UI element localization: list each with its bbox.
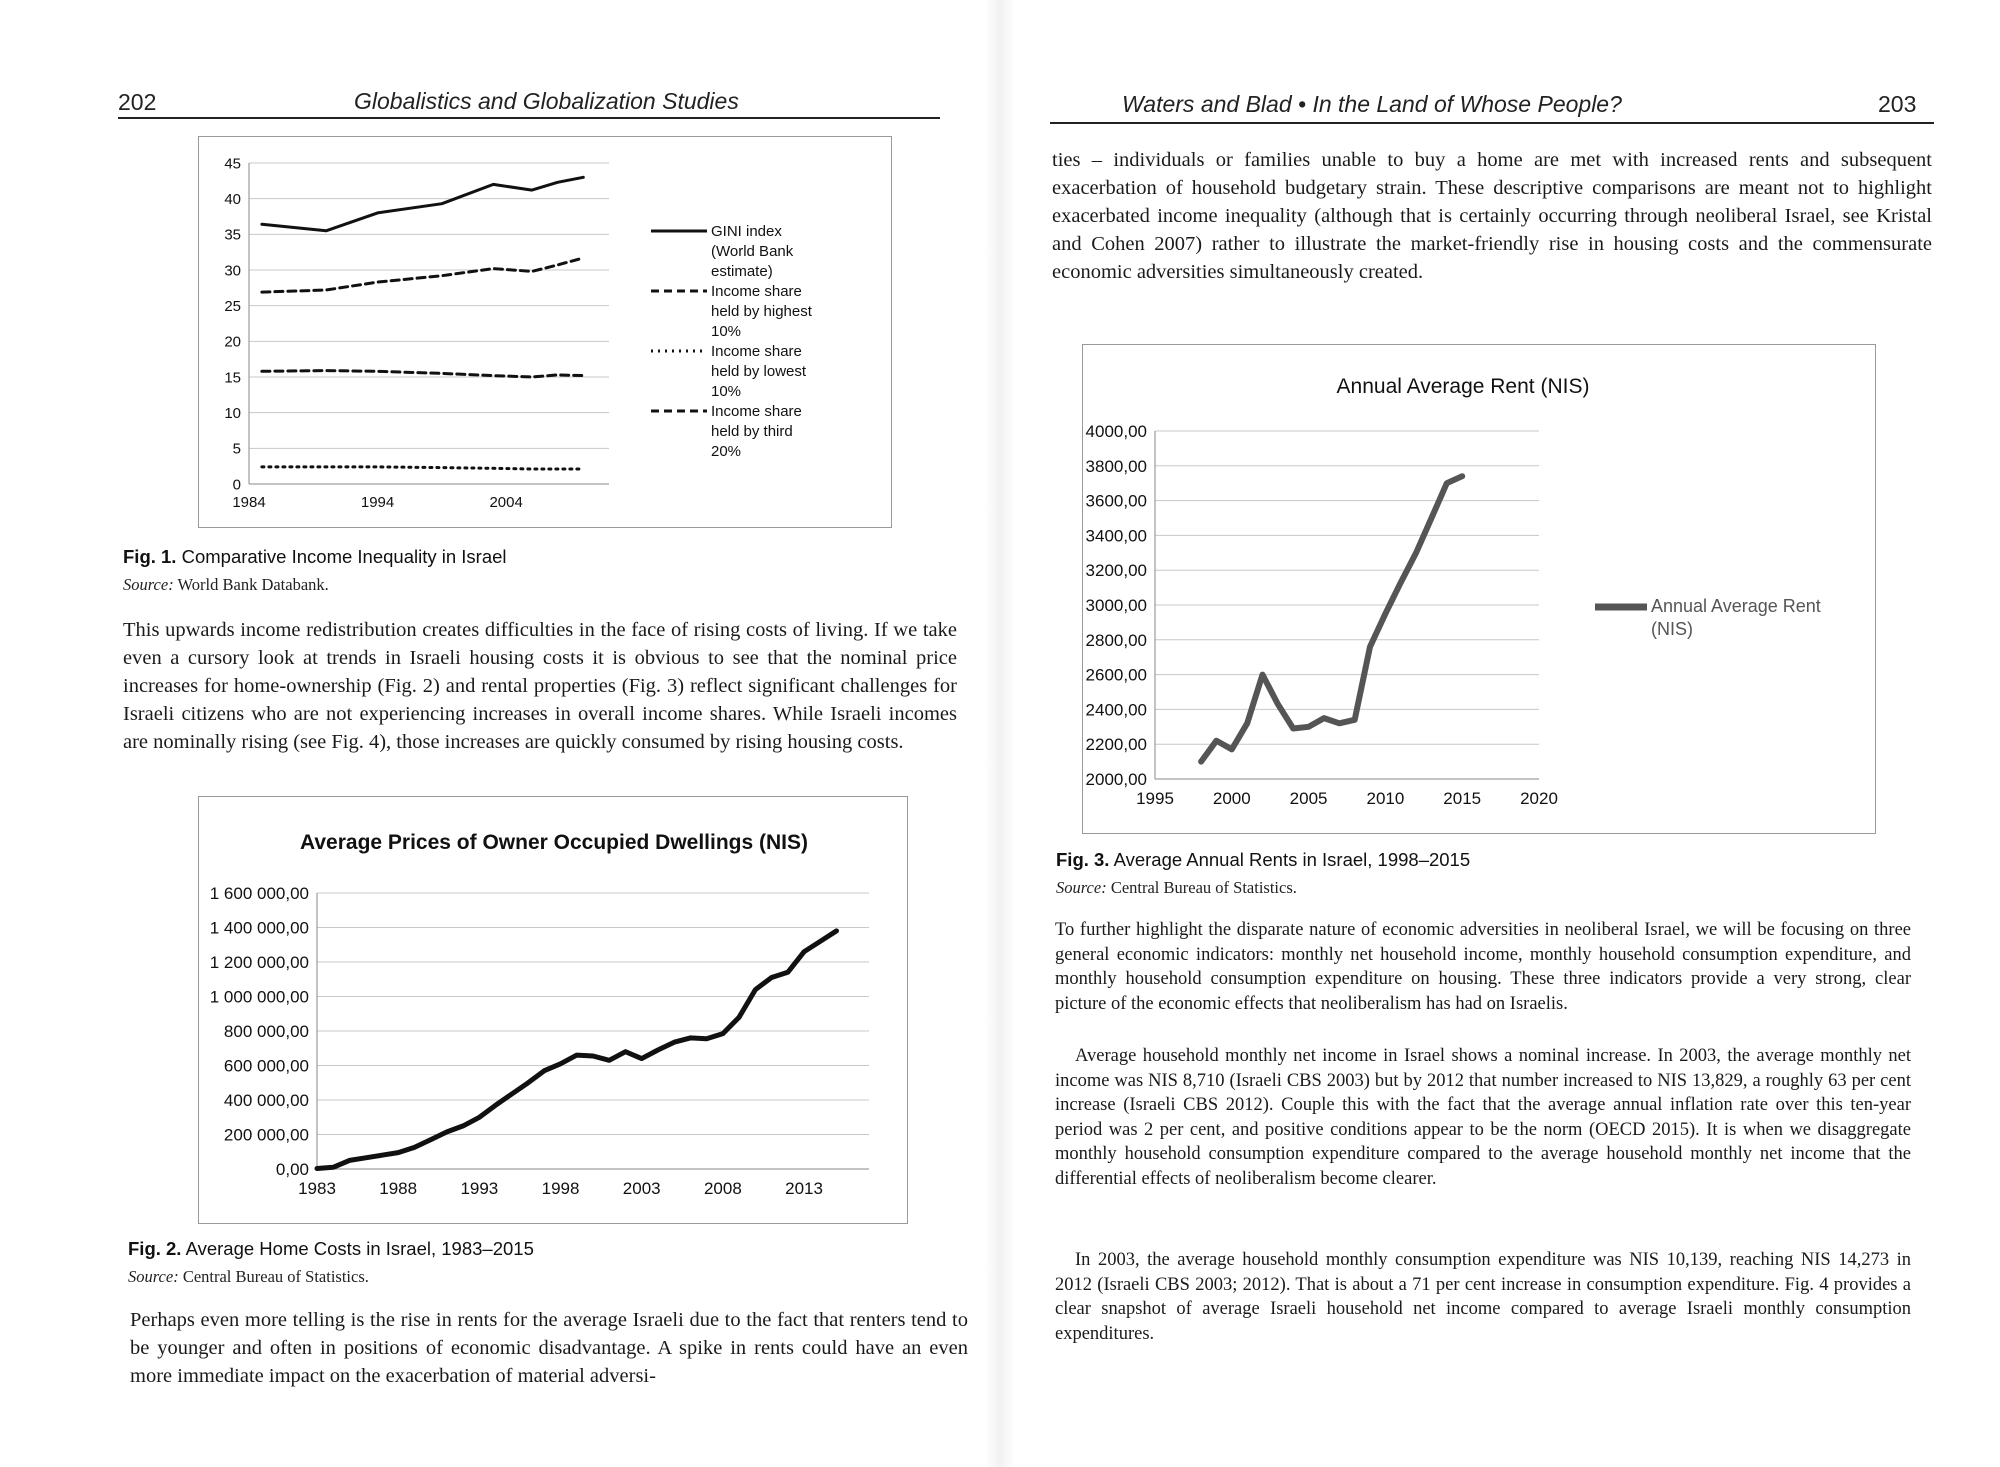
y-tick-label: 20 [224, 333, 241, 351]
figure-2 [198, 796, 908, 1224]
y-tick-label: 3000,00 [1085, 595, 1147, 615]
fig3-source-text: Central Bureau of Statistics. [1110, 878, 1297, 897]
y-tick-label: 1 400 000,00 [209, 918, 309, 938]
y-tick-label: 35 [224, 226, 241, 244]
x-tick-label: 2013 [785, 1179, 823, 1198]
fig1-source-text: World Bank Databank. [177, 575, 329, 594]
x-tick-label: 1994 [360, 494, 395, 511]
fig1-source [123, 575, 329, 595]
fig1-caption-text: Comparative Income Inequality in Israel [181, 546, 507, 567]
y-tick-label: 1 000 000,00 [209, 987, 309, 1007]
x-tick-label: 2020 [1520, 789, 1558, 808]
x-tick-label: 1988 [379, 1179, 418, 1198]
y-tick-label: 2200,00 [1085, 735, 1147, 755]
body-paragraph-2: Perhaps even more telling is the rise in rents for the average Israeli due to the fact that renters tend to be younger and often in positions of economic disadvantage. A spike in rents could have an even more immediate impact on the exacerbation of material adversi- [130, 1309, 968, 1387]
body-paragraph-a: To further highlight the disparate nature of economic adversities in neoliberal Israel, we will be focusing on three general economic indicators: monthly net household income, monthly household consumption expenditure, and monthly household consumption expenditure on housing. These three indicators provide a very strong, clear picture of the economic effects that neoliberalism has had on Israelis. [1055, 920, 1911, 1014]
y-tick-label: 0,00 [275, 1159, 309, 1179]
y-tick-label: 1 600 000,00 [209, 883, 309, 903]
y-tick-label: 600 000,00 [223, 1056, 309, 1076]
x-tick-label: 2010 [1366, 789, 1405, 808]
y-tick-label: 5 [232, 440, 241, 458]
fig2-source [128, 1267, 369, 1287]
right-page [1000, 0, 2000, 1467]
fig3-chart [1083, 345, 1875, 833]
series-line-1 [1201, 476, 1462, 761]
x-tick-label: 2005 [1289, 789, 1328, 808]
series-line-4 [262, 371, 583, 377]
page-number: 203 [1878, 91, 1917, 117]
y-tick-label: 2800,00 [1085, 630, 1147, 650]
fig2-caption-text: Average Home Costs in Israel, 1983–2015 [185, 1238, 534, 1259]
y-tick-label: 30 [224, 262, 241, 280]
y-tick-label: 3800,00 [1085, 456, 1147, 476]
fig1-caption-label: Fig. 1. [123, 546, 177, 567]
figure-1 [198, 136, 892, 528]
y-tick-label: 3400,00 [1085, 526, 1147, 546]
fig3-source-label: Source: [1056, 878, 1107, 897]
x-tick-label: 2003 [622, 1179, 661, 1198]
header-rule [1050, 122, 1934, 124]
page-number: 202 [118, 89, 157, 115]
body-paragraph-b: Average household monthly net income in Israel shows a nominal increase. In 2003, the average monthly net income was NIS 8,710 (Israeli CBS 2003) but by 2012 that number increased to NIS 13,829, a roughly 63 per cent increase (Israeli CBS 2012). Couple this with the fact that the average annual inflation rate over this ten-year period was 2 per cent, and positive conditions appear to be the norm (OECD 2015). It is when we disaggregate monthly household consumption expenditure compared to the average household monthly net income that the differential effects of neoliberalism become clearer. [1055, 1046, 1911, 1189]
x-tick-label: 2015 [1443, 789, 1482, 808]
y-tick-label: 2000,00 [1085, 769, 1147, 789]
x-tick-label: 2004 [489, 494, 523, 511]
x-tick-label: 2008 [703, 1179, 742, 1198]
fig2-caption-label: Fig. 2. [128, 1238, 182, 1259]
legend-label-3: Income share held by lowest 10% [711, 343, 807, 400]
fig3-source [1056, 878, 1297, 898]
y-tick-label: 2400,00 [1085, 700, 1147, 720]
fig2-chart [199, 797, 907, 1223]
header-rule [118, 117, 940, 119]
fig1-chart [199, 137, 891, 527]
y-tick-label: 40 [224, 190, 241, 208]
fig1-source-label: Source: [123, 575, 174, 594]
y-tick-label: 200 000,00 [223, 1125, 309, 1145]
legend-label-4: Income share held by third 20% [711, 403, 802, 460]
y-tick-label: 45 [224, 155, 241, 173]
y-tick-label: 2600,00 [1085, 665, 1147, 685]
body-paragraph-c: In 2003, the average household monthly consumption expenditure was NIS 10,139, reaching NIS 14,273 in 2012 (Israeli CBS 2003; 2012). That is about a 71 per cent increase in consumption expenditure. Fig. 4 provides a clear snapshot of average Israeli household net income compared to average Israeli monthly consumption expenditures. [1055, 1250, 1911, 1344]
fig2-source-text: Central Bureau of Statistics. [182, 1267, 369, 1286]
running-title: Globalistics and Globalization Studies [354, 88, 739, 114]
fig3-caption-label: Fig. 3. [1056, 849, 1110, 870]
x-tick-label: 1998 [541, 1179, 580, 1198]
chart-title: Annual Average Rent (NIS) [1336, 375, 1590, 398]
fig2-source-label: Source: [128, 1267, 179, 1286]
chart-title: Average Prices of Owner Occupied Dwellings (NIS) [299, 831, 809, 854]
series-line-3 [262, 467, 583, 469]
x-tick-label: 1983 [298, 1179, 336, 1198]
y-tick-label: 800 000,00 [223, 1021, 309, 1041]
legend-label-1: GINI index (World Bank estimate) [711, 223, 794, 280]
fig3-caption-text: Average Annual Rents in Israel, 1998–2015 [1113, 849, 1471, 870]
x-tick-label: 1993 [460, 1179, 499, 1198]
y-tick-label: 4000,00 [1085, 421, 1147, 441]
fig1-caption [123, 546, 507, 568]
y-tick-label: 25 [224, 297, 241, 315]
figure-3 [1082, 344, 1876, 834]
running-title: Waters and Blad • In the Land of Whose People? [1122, 91, 1622, 117]
fig2-caption [128, 1238, 534, 1260]
legend-label-2: Income share held by highest 10% [711, 283, 812, 340]
y-tick-label: 1 200 000,00 [209, 952, 309, 972]
fig3-caption [1056, 849, 1470, 871]
legend-label-1: Annual Average Rent (NIS) [1651, 596, 1821, 639]
y-tick-label: 10 [224, 404, 241, 422]
body-paragraph-1: This upwards income redistribution creates difficulties in the face of rising costs of living. If we take even a cursory look at trends in Israeli housing costs it is obvious to see that the nominal price increases for home-ownership (Fig. 2) and rental properties (Fig. 3) reflect significant challenges for Israeli citizens who are not experiencing increases in overall income shares. While Israeli incomes are nominally rising (see Fig. 4), those increases are quickly consumed by rising housing costs. [123, 619, 957, 753]
series-line-1 [317, 931, 837, 1169]
y-tick-label: 3200,00 [1085, 561, 1147, 581]
y-tick-label: 0 [232, 476, 241, 494]
series-line-2 [262, 258, 583, 292]
y-tick-label: 3600,00 [1085, 491, 1147, 511]
x-tick-label: 1984 [232, 494, 266, 511]
y-tick-label: 400 000,00 [223, 1090, 309, 1110]
series-line-1 [262, 177, 583, 231]
x-tick-label: 1995 [1136, 789, 1174, 808]
x-tick-label: 2000 [1212, 789, 1251, 808]
y-tick-label: 15 [224, 369, 241, 387]
body-paragraph-top: ties – individuals or families unable to buy a home are met with increased rents and subsequent exacerbation of household budgetary strain. These descriptive comparisons are meant not to highlight exacerbated income inequality (although that is certainly occurring through neoliberal Israel, see Kristal and Cohen 2007) rather to illustrate the market-friendly rise in housing costs and the commensurate economic adversities simultaneously created. [1052, 149, 1932, 283]
